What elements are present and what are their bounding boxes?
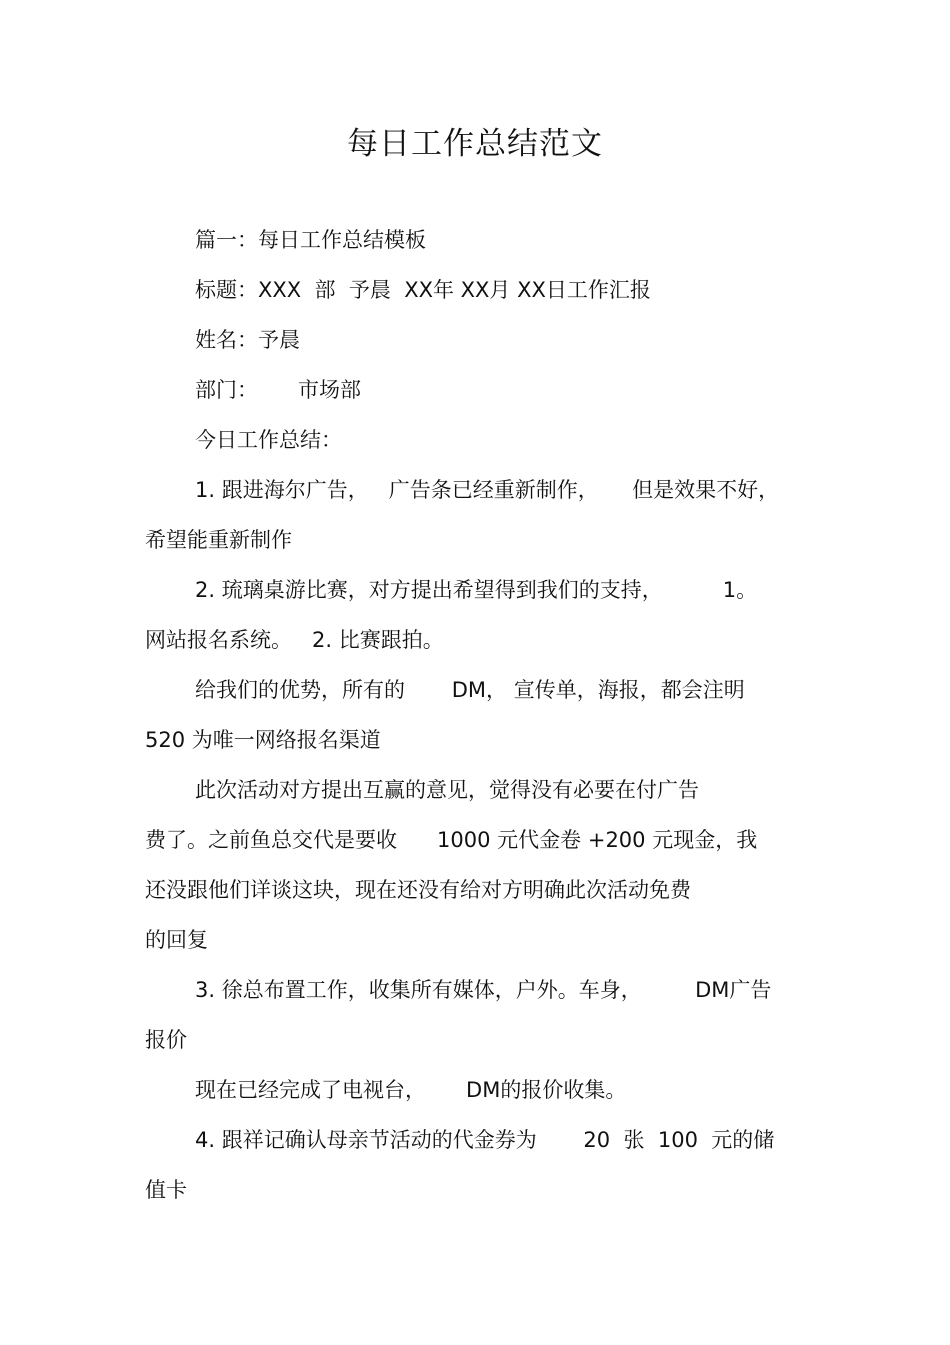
paragraph-line: 现在已经完成了电视台， DM的报价收集。	[195, 1078, 627, 1102]
paragraph-line: 网站报名系统。 2. 比赛跟拍。	[145, 628, 444, 652]
paragraph-line: 2. 琉璃桌游比赛，对方提出希望得到我们的支持， 1。	[195, 578, 758, 602]
document-title: 每日工作总结范文	[347, 126, 603, 162]
paragraph-line: 希望能重新制作	[145, 528, 292, 552]
paragraph-line: 3. 徐总布置工作，收集所有媒体，户外。车身， DM广告	[195, 978, 772, 1002]
department-line: 部门： 市场部	[195, 378, 362, 402]
paragraph-line: 费了。之前鱼总交代是要收 1000 元代金卷 +200 元现金，我	[145, 828, 758, 852]
report-title-line: 标题：XXX 部 予晨 XX年 XX月 XX日工作汇报	[195, 278, 651, 302]
paragraph-line: 给我们的优势，所有的 DM， 宣传单，海报，都会注明	[195, 678, 745, 702]
paragraph-line: 1. 跟进海尔广告， 广告条已经重新制作， 但是效果不好，	[195, 478, 780, 502]
name-line: 姓名：予晨	[195, 328, 300, 352]
paragraph-line: 值卡	[145, 1178, 187, 1202]
paragraph-line: 此次活动对方提出互赢的意见，觉得没有必要在付广告	[195, 778, 699, 802]
paragraph-line: 4. 跟祥记确认母亲节活动的代金券为 20 张 100 元的储	[195, 1128, 775, 1152]
paragraph-line: 还没跟他们详谈这块，现在还没有给对方明确此次活动免费	[145, 878, 691, 902]
section-heading: 篇一：每日工作总结模板	[195, 228, 426, 252]
paragraph-line: 的回复	[145, 928, 208, 952]
paragraph-line: 520 为唯一网络报名渠道	[145, 728, 381, 752]
summary-heading: 今日工作总结：	[195, 428, 342, 452]
paragraph-line: 报价	[145, 1028, 187, 1052]
document-body	[145, 215, 810, 1215]
